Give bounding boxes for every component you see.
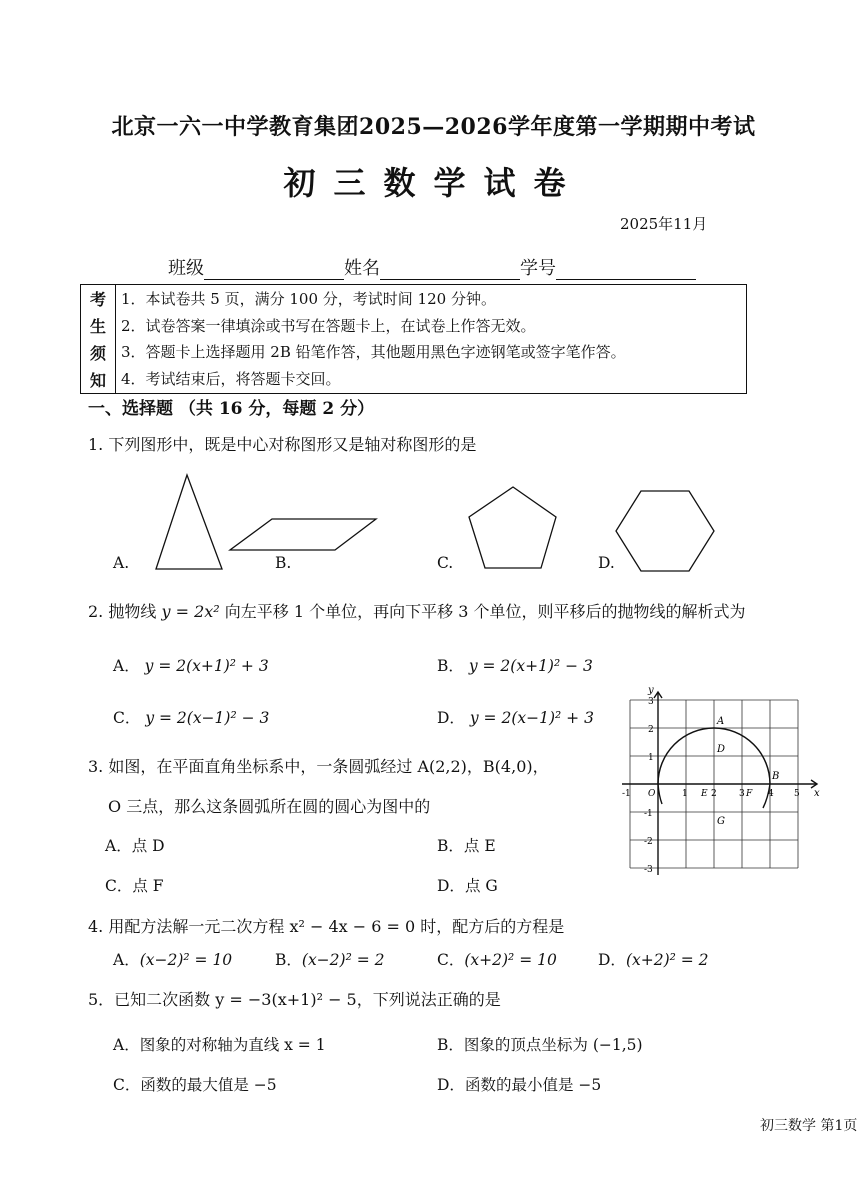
point-g-label: G bbox=[717, 816, 725, 827]
question-3-stem-line2: O 三点，那么这条圆弧所在圆的圆心为图中的 bbox=[108, 797, 431, 816]
exam-instructions-box bbox=[80, 284, 747, 394]
instruction-item: 4．考试结束后，将答题卡交回。 bbox=[121, 369, 341, 388]
q2-option-c[interactable]: C． y = 2(x−1)² − 3 bbox=[113, 709, 270, 727]
svg-text:2: 2 bbox=[711, 789, 717, 799]
question-2-stem: 2. 抛物线 y = 2x² 向左平移 1 个单位，再向下平移 3 个单位，则平移后的抛物线的解析式为 bbox=[88, 602, 746, 621]
point-e-label: E bbox=[701, 789, 708, 799]
svg-text:-1: -1 bbox=[622, 789, 631, 799]
point-d-label: D bbox=[717, 744, 726, 755]
point-b-label: B bbox=[772, 771, 780, 782]
point-f-label: F bbox=[746, 789, 753, 799]
q2-option-b[interactable]: B． y = 2(x+1)² − 3 bbox=[437, 657, 593, 675]
name-label: 姓名 bbox=[344, 258, 380, 279]
school-exam-title: 北京一六一中学教育集团2025—2026学年度第一学期期中考试 bbox=[111, 114, 756, 140]
q4-option-b[interactable]: B．(x−2)² = 2 bbox=[275, 951, 385, 969]
question-3-stem-line1: 3. 如图，在平面直角坐标系中，一条圆弧经过 A(2,2)，B(4,0)， bbox=[88, 757, 549, 776]
svg-text:4: 4 bbox=[768, 789, 774, 799]
instruction-item: 3．答题卡上选择题用 2B 铅笔作答，其他题用黑色字迹钢笔或签字笔作答。 bbox=[121, 343, 626, 361]
svg-text:5: 5 bbox=[794, 789, 800, 799]
section-heading: 一、选择题 （共 16 分，每题 2 分） bbox=[88, 399, 375, 419]
svg-text:2: 2 bbox=[648, 725, 654, 735]
q4-option-d[interactable]: D．(x+2)² = 2 bbox=[598, 951, 709, 969]
question-4-stem: 4. 用配方法解一元二次方程 x² − 4x − 6 = 0 时，配方后的方程是 bbox=[88, 917, 565, 936]
q3-option-c[interactable]: C．点 F bbox=[105, 877, 164, 895]
q5-option-b[interactable]: B．图象的顶点坐标为 (−1,5) bbox=[437, 1036, 643, 1054]
hexagon-shape bbox=[616, 491, 714, 571]
svg-text:1: 1 bbox=[648, 753, 654, 763]
origin-label: O bbox=[648, 789, 656, 799]
q4-option-a[interactable]: A．(x−2)² = 10 bbox=[113, 951, 233, 969]
svg-text:-1: -1 bbox=[644, 809, 653, 819]
q3-option-b[interactable]: B．点 E bbox=[437, 837, 496, 855]
q5-option-d[interactable]: D．函数的最小值是 −5 bbox=[437, 1076, 602, 1094]
parallelogram-shape bbox=[230, 519, 376, 550]
q3-option-a[interactable]: A．点 D bbox=[105, 837, 165, 855]
q4-option-c[interactable]: C．(x+2)² = 10 bbox=[437, 951, 557, 969]
q1-option-b-label[interactable]: B. bbox=[275, 554, 292, 572]
svg-text:3: 3 bbox=[739, 789, 745, 799]
q2-parabola-expr: y = 2x² bbox=[161, 602, 220, 621]
q5-option-a[interactable]: A．图象的对称轴为直线 x = 1 bbox=[113, 1036, 326, 1054]
q1-option-c-label[interactable]: C. bbox=[437, 554, 454, 572]
svg-text:-2: -2 bbox=[644, 837, 653, 847]
q5-option-c[interactable]: C．函数的最大值是 −5 bbox=[113, 1076, 277, 1094]
q2-option-a[interactable]: A． y = 2(x+1)² + 3 bbox=[113, 657, 269, 675]
y-axis-label: y bbox=[648, 685, 654, 696]
student-info-fields bbox=[168, 254, 696, 280]
question-5-stem: 5．已知二次函数 y = −3(x+1)² − 5，下列说法正确的是 bbox=[88, 990, 501, 1009]
student-id-blank[interactable] bbox=[556, 259, 696, 280]
q1-option-d-label[interactable]: D. bbox=[598, 554, 615, 572]
pentagon-shape bbox=[469, 487, 556, 568]
instructions-list bbox=[121, 286, 626, 392]
q1-option-a-label[interactable]: A. bbox=[113, 554, 130, 572]
q3-coordinate-figure bbox=[612, 680, 827, 880]
question-1-figures bbox=[100, 465, 740, 575]
name-blank[interactable] bbox=[380, 259, 520, 280]
svg-text:3: 3 bbox=[648, 697, 654, 707]
svg-text:-3: -3 bbox=[644, 865, 653, 875]
question-1-stem: 1. 下列图形中，既是中心对称图形又是轴对称图形的是 bbox=[88, 435, 477, 454]
triangle-shape bbox=[156, 475, 222, 569]
x-axis-label: x bbox=[814, 788, 820, 799]
q3-option-d[interactable]: D．点 G bbox=[437, 877, 498, 895]
instruction-item: 1．本试卷共 5 页，满分 100 分，考试时间 120 分钟。 bbox=[121, 290, 496, 308]
student-id-label: 学号 bbox=[520, 258, 556, 279]
instructions-heading: 考 生 须 知 bbox=[81, 285, 116, 393]
instruction-item: 2．试卷答案一律填涂或书写在答题卡上，在试卷上作答无效。 bbox=[121, 316, 536, 335]
page-footer: 初三数学 第1页 bbox=[760, 1118, 858, 1134]
q2-option-d[interactable]: D． y = 2(x−1)² + 3 bbox=[437, 709, 594, 727]
exam-date: 2025年11月 bbox=[620, 215, 708, 233]
point-a-label: A bbox=[717, 716, 725, 727]
paper-title: 初三数学试卷 bbox=[283, 164, 584, 202]
class-label: 班级 bbox=[168, 258, 204, 279]
class-blank[interactable] bbox=[204, 259, 344, 280]
svg-text:1: 1 bbox=[682, 789, 688, 799]
